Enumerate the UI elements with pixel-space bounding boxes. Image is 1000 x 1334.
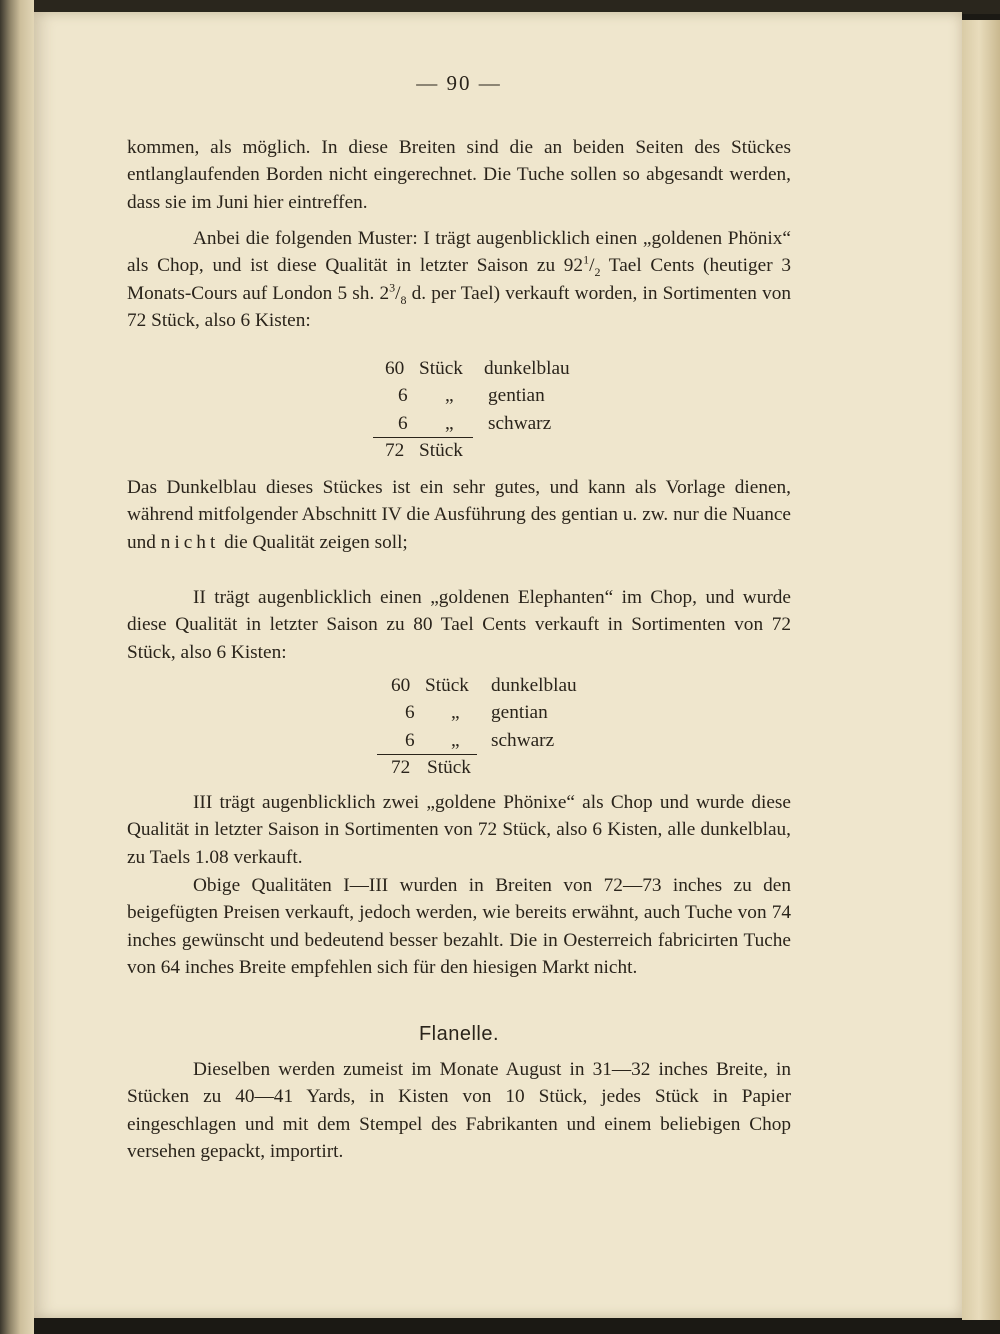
paragraph-4: II trägt augenblicklich einen „goldenen Elephanten“ im Chop, und wurde diese Qualität in letzter Saison zu 80 Tael Cents verkauft in Sortimenten von 72 Stück, also 6 Kisten: — [127, 587, 791, 663]
fraction-2-denominator: 8 — [400, 292, 407, 307]
paragraph-3-part-a: Das Dunkelblau dieses Stückes ist ein sehr gutes, und kann als Vorlage dienen, während mitfolgender Abschnitt IV die Ausführung des gentian u. zw. nur die Nuance und — [127, 477, 791, 553]
table-row — [337, 410, 597, 437]
table-row — [337, 672, 597, 699]
assortment-table-1 — [337, 355, 597, 464]
qty: 6 — [405, 702, 415, 724]
qty: 6 — [398, 412, 408, 434]
colour: dunkelblau — [491, 675, 577, 696]
fraction-1-numerator: 1 — [583, 252, 590, 267]
paragraph-3 — [127, 474, 791, 556]
qty: 60 — [391, 675, 411, 696]
table-row — [337, 727, 597, 754]
total-unit: Stück — [427, 756, 471, 778]
total-unit: Stück — [419, 439, 463, 461]
fraction-2-numerator: 3 — [389, 280, 396, 295]
total-qty: 72 — [385, 439, 405, 461]
paragraph-2-part-a: Anbei die folgenden Muster: I trägt augenblicklich einen „goldenen Phönix“ als Chop, und ist diese Qualität in letzter Saison zu 92 — [127, 228, 791, 277]
table-row — [337, 355, 597, 382]
paragraph-2-part-b: Tael Cents (heutiger 3 Monats-Cours auf London 5 sh. 2 — [127, 255, 791, 304]
ditto-mark: „ — [445, 412, 454, 434]
paragraph-2: Anbei die folgenden Muster: I trägt augenblicklich einen „goldenen Phönix“ als Chop, und ist diese Qualität in letzter Saison zu $92^1/_2$ Tael Cents (heutiger 3 Monats-Cours auf London 5 sh. $2^3/_8$ d. per Tael) verkauft worden, in Sortimenten von 72 Stück, also 6 Kisten: — [127, 228, 792, 331]
spaced-emphasis: nicht — [160, 531, 220, 553]
page-number: — 90 — — [416, 71, 502, 95]
colour: schwarz — [491, 729, 555, 751]
section-heading: Flanelle. — [418, 1023, 500, 1045]
page-edge — [962, 20, 1000, 1320]
qty: 6 — [405, 729, 415, 751]
table-row — [337, 382, 597, 409]
ditto-mark: „ — [445, 385, 454, 407]
book-spine — [0, 0, 34, 1334]
paragraph-6: Obige Qualitäten I—III wurden in Breiten von 72—73 inches zu den beigefügten Preisen verkauft, jedoch werden, wie bereits erwähnt, auch Tuche von 74 inches gewünscht und bedeutend besser bezahlt. Die in Oesterreich fabricirten Tuche von 64 inches Breite empfehlen sich für den hiesigen Markt nicht. — [127, 875, 791, 978]
qty: 60 — [385, 358, 405, 379]
unit: Stück — [419, 358, 463, 379]
paragraph-2-part-c: d. per Tael) verkauft worden, in Sortimenten von 72 Stück, also 6 Kisten: — [127, 282, 792, 331]
total-qty: 72 — [391, 756, 411, 778]
colour: schwarz — [488, 412, 552, 434]
table-total-row — [337, 437, 597, 464]
ditto-mark: „ — [451, 729, 460, 751]
table-total-row — [337, 754, 597, 781]
fraction-1-denominator: 2 — [594, 265, 601, 280]
colour: gentian — [491, 702, 548, 724]
qty: 6 — [398, 385, 408, 407]
paragraph-1: kommen, als möglich. In diese Breiten sind die an beiden Seiten des Stückes entlanglaufenden Borden nicht eingerechnet. Die Tuche sollen so abgesandt werden, dass sie im Juni hier eintreffen. — [127, 137, 791, 213]
paragraph-3-part-b: die Qualität zeigen soll; — [219, 531, 408, 553]
ditto-mark: „ — [451, 702, 460, 724]
colour: gentian — [488, 385, 545, 407]
paragraph-5: III trägt augenblicklich zwei „goldene Phönixe“ als Chop und wurde diese Qualität in letzter Saison in Sortimenten von 72 Stück, also 6 Kisten, alle dunkelblau, zu Taels 1.08 verkauft. — [127, 792, 791, 868]
paragraph-7: Dieselben werden zumeist im Monate August in 31—32 inches Breite, in Stücken zu 40—41 Yards, in Kisten von 10 Stück, jedes Stück in Papier eingeschlagen und mit dem Stempel des Fabrikanten und einem beliebigen Chop versehen gepackt, importirt. — [127, 1059, 791, 1162]
assortment-table-2 — [337, 672, 597, 781]
table-row — [337, 699, 597, 726]
colour: dunkelblau — [484, 358, 570, 379]
unit: Stück — [425, 675, 469, 696]
